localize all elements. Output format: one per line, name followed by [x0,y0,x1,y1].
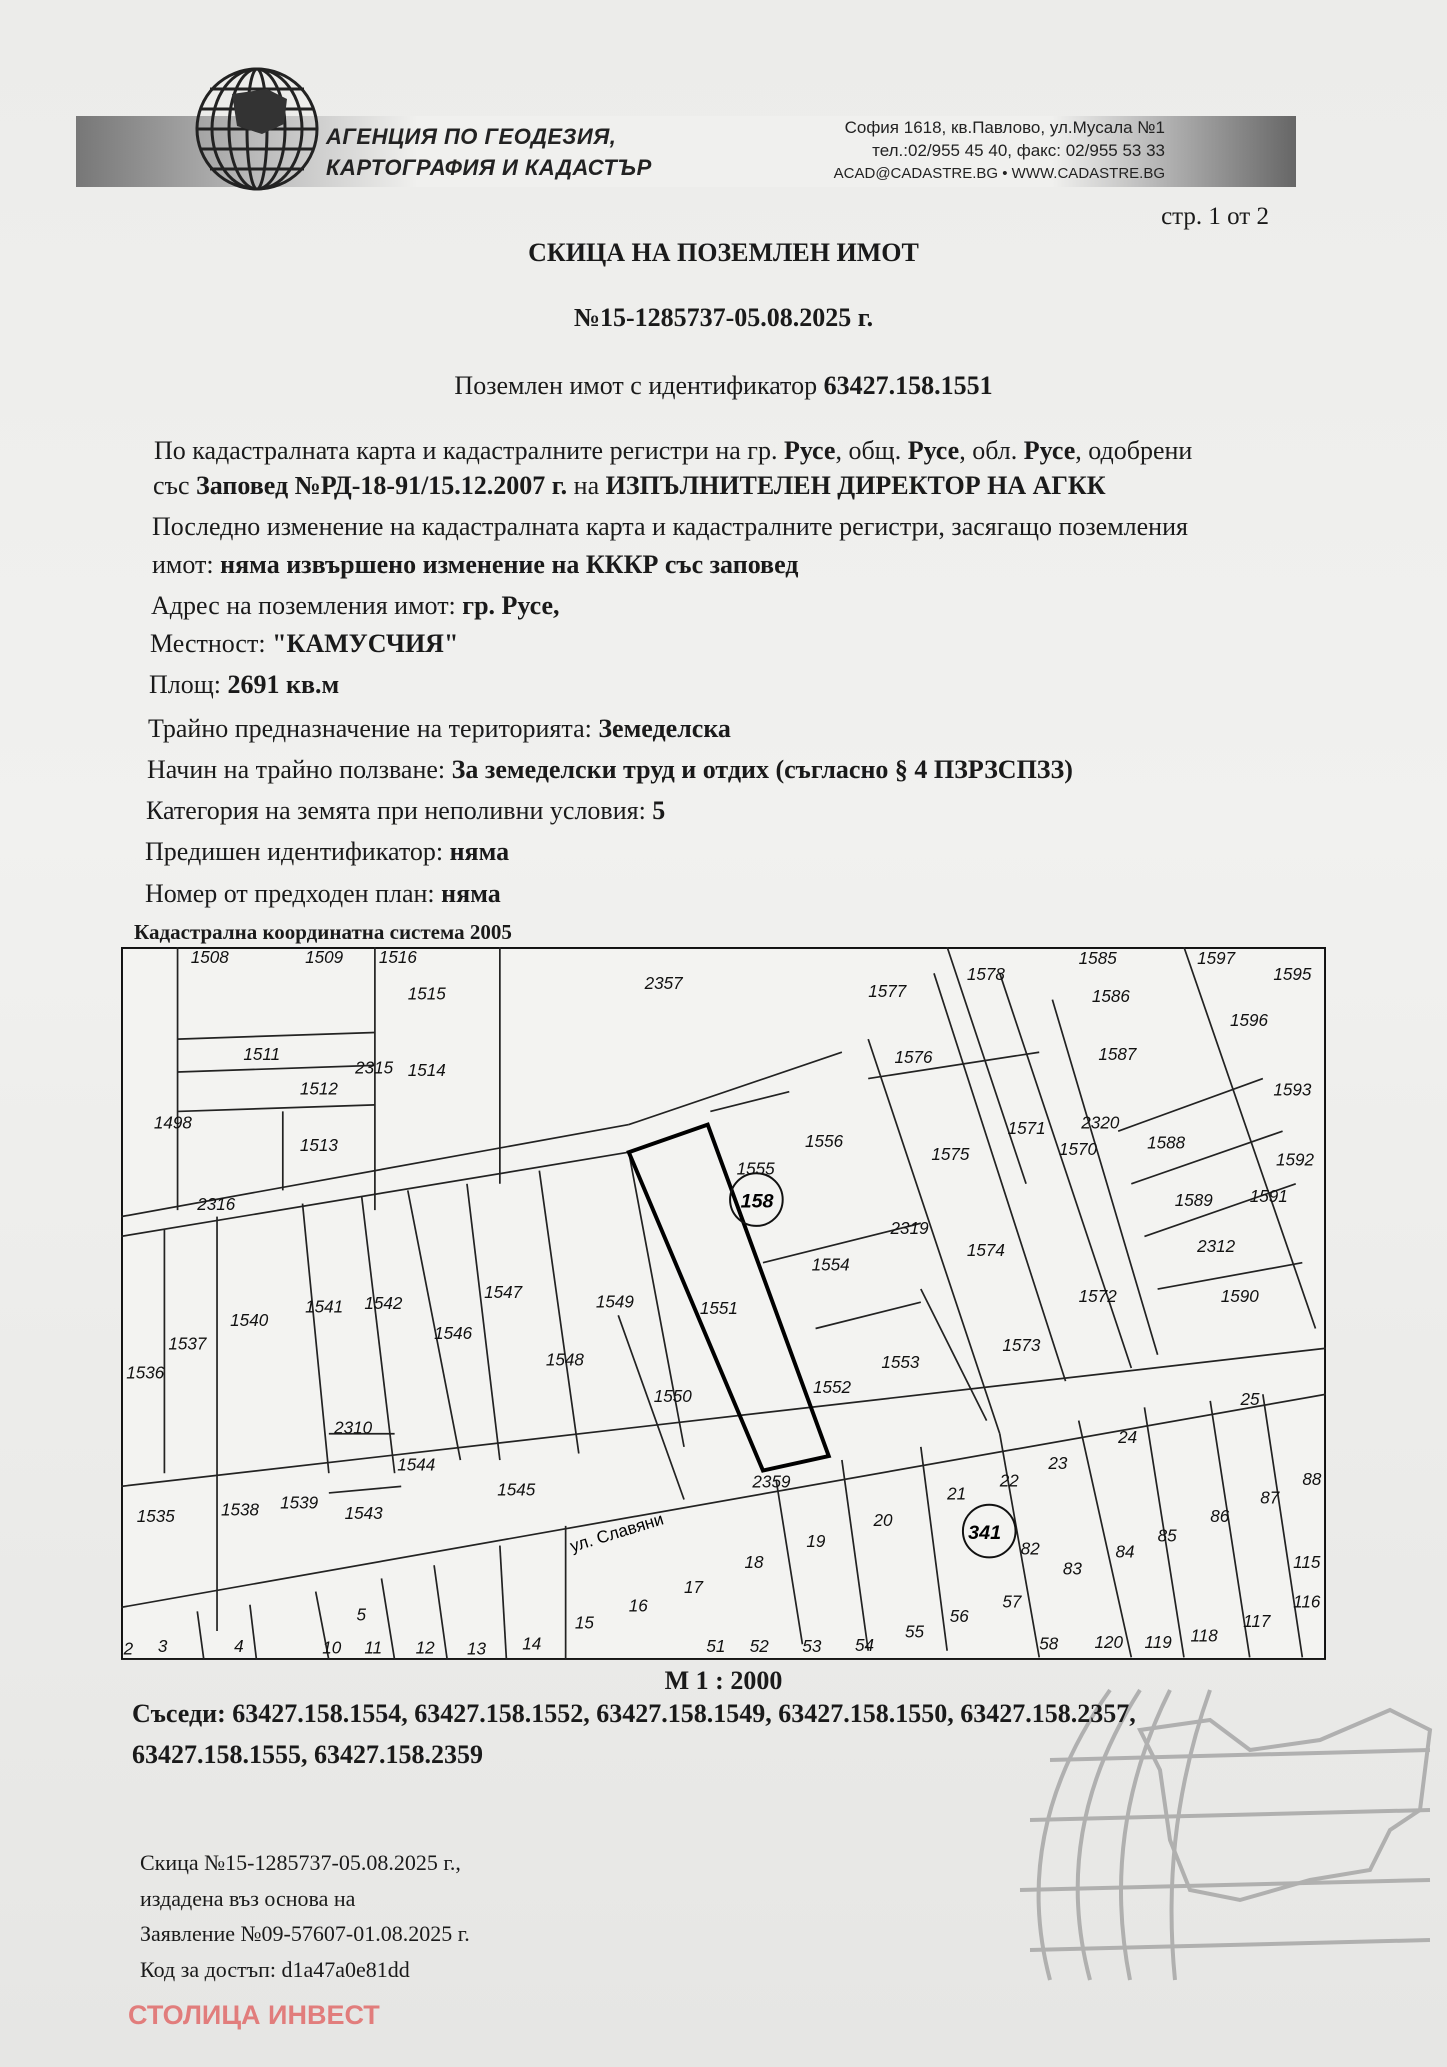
document-number: №15-1285737-05.08.2025 г. [573,303,874,332]
parcel-number-4: 4 [234,1637,244,1657]
identifier-line [0,371,1447,401]
body-line-4 [152,550,798,580]
parcel-number-2320: 2320 [1081,1113,1120,1133]
parcel-number-2315: 2315 [355,1058,394,1078]
value: За земеделски труд и отдих (съгласно § 4 ПЗРЗСПЗЗ) [451,755,1073,784]
municipality: Русе [907,436,960,465]
parcel-number-88: 88 [1302,1470,1322,1490]
parcel-number-3: 3 [157,1637,168,1657]
parcel-number-120: 120 [1094,1633,1124,1653]
identifier-label: Поземлен имот с идентификатор [454,371,824,400]
parcel-number-118: 118 [1190,1626,1218,1646]
locality-row [150,629,458,659]
parcel-number-1591: 1591 [1249,1187,1288,1207]
parcel-number-54: 54 [855,1635,875,1655]
parcel-number-1516: 1516 [378,947,417,967]
parcel-number-1578: 1578 [966,964,1005,984]
parcel-number-119: 119 [1144,1633,1172,1653]
parcel-number-84: 84 [1115,1542,1135,1562]
parcel-number-10: 10 [322,1638,342,1658]
address-row [151,591,560,621]
street-label: ул. Славяни [567,1509,666,1556]
parcel-number-1577: 1577 [868,981,907,1001]
text: със [153,471,197,500]
org-name-line2: КАРТОГРАФИЯ И КАДАСТЪР [326,155,652,180]
parcel-number-1554: 1554 [811,1255,850,1275]
text: имот: [152,550,221,579]
parcel-number-12: 12 [415,1638,435,1658]
parcel-number-20: 20 [873,1510,893,1530]
parcel-number-1540: 1540 [230,1310,269,1330]
usage-row [147,755,1073,785]
parcel-number-22: 22 [999,1471,1019,1491]
parcel-number-1556: 1556 [805,1131,844,1151]
parcel-number-116: 116 [1293,1592,1321,1612]
parcel-number-1509: 1509 [305,947,344,967]
body-line-2 [153,471,1106,501]
parcel-number-1590: 1590 [1220,1287,1259,1307]
parcel-number-58: 58 [1039,1634,1059,1654]
parcel-number-1586: 1586 [1091,987,1130,1007]
label: Предишен идентификатор: [145,837,450,866]
issuer: ИЗПЪЛНИТЕЛЕН ДИРЕКТОР НА АГКК [605,471,1106,500]
parcel-number-1541: 1541 [305,1297,344,1317]
label: Номер от предходен план: [145,879,442,908]
footer-access-code: Код за достъп: d1a47a0e81dd [140,1957,410,1982]
agency-logo-globe-icon [192,64,322,194]
parcel-number-1550: 1550 [653,1387,692,1407]
parcel-number-1574: 1574 [966,1241,1005,1261]
parcel-number-56: 56 [949,1606,969,1626]
parcel-number-17: 17 [684,1577,704,1597]
parcel-number-1549: 1549 [595,1292,634,1312]
region: Русе [1023,436,1076,465]
parcel-number-1537: 1537 [168,1334,207,1354]
value: 5 [652,796,666,825]
parcel-number-1585: 1585 [1078,949,1117,969]
parcel-number-2: 2 [123,1639,134,1659]
parcel-number-2310: 2310 [334,1418,373,1438]
parcel-number-115: 115 [1293,1552,1321,1572]
parcel-number-1593: 1593 [1273,1080,1312,1100]
parcel-number-18: 18 [744,1552,764,1572]
parcel-number-1498: 1498 [153,1113,192,1133]
parcel-number-55: 55 [905,1622,925,1642]
order: Заповед №РД-18-91/15.12.2007 г. [196,471,568,500]
parcel-number-1573: 1573 [1002,1335,1041,1355]
parcel-number-1572: 1572 [1078,1287,1117,1307]
parcel-number-1513: 1513 [299,1135,338,1155]
prev-id-row [145,837,509,867]
parcel-number-25: 25 [1240,1389,1260,1409]
neighbours-line-2: 63427.158.1555, 63427.158.2359 [132,1740,483,1769]
parcel-number-2319: 2319 [890,1218,929,1238]
label: Площ: [149,670,228,699]
cadastral-map[interactable] [121,947,1326,1660]
parcel-number-1588: 1588 [1147,1133,1186,1153]
parcel-number-1552: 1552 [812,1377,851,1397]
footer-application: Заявление №09-57607-01.08.2025 г. [140,1921,470,1946]
purpose-row [148,714,731,744]
value: няма [441,879,501,908]
parcel-number-1535: 1535 [136,1506,175,1526]
parcel-number-2316: 2316 [197,1195,236,1215]
last-change: няма извършено изменение на КККР със заповед [220,550,799,579]
parcel-number-1555: 1555 [736,1159,775,1179]
parcel-number-86: 86 [1210,1506,1230,1526]
text: , одобрени [1075,436,1193,465]
value: 2691 кв.м [227,670,340,699]
map-scale: М 1 : 2000 [664,1666,783,1695]
parcel-number-53: 53 [802,1637,822,1657]
parcel-number-1548: 1548 [545,1350,584,1370]
block-number-158: 158 [740,1190,774,1213]
block-number-341: 341 [968,1521,1002,1544]
parcel-number-1571: 1571 [1007,1118,1046,1138]
parcel-number-1512: 1512 [299,1079,338,1099]
city: Русе [783,436,836,465]
parcel-number-1551: 1551 [699,1299,738,1319]
parcel-number-1575: 1575 [931,1145,970,1165]
parcel-number-1508: 1508 [190,947,229,967]
agency-phone: тел.:02/955 45 40, факс: 02/955 53 33 [872,141,1165,160]
parcel-number-1543: 1543 [344,1504,383,1524]
parcel-number-1587: 1587 [1098,1045,1137,1065]
area-row [149,670,339,700]
watermark-text: СТОЛИЦА ИНВЕСТ [128,2000,380,2030]
parcel-number-87: 87 [1260,1488,1280,1508]
parcel-number-1553: 1553 [881,1352,920,1372]
neighbours-line-1 [132,1699,1136,1729]
parcel-number-117: 117 [1243,1612,1271,1632]
parcel-number-13: 13 [466,1639,486,1659]
org-name-line1: АГЕНЦИЯ ПО ГЕОДЕЗИЯ, [326,124,617,149]
parcel-number-1536: 1536 [126,1363,165,1383]
parcel-number-15: 15 [574,1613,594,1633]
parcel-number-2359: 2359 [752,1472,791,1492]
label: Местност: [150,629,273,658]
parcel-number-1515: 1515 [407,984,446,1004]
parcel-number-1589: 1589 [1174,1191,1213,1211]
coordinate-system: Кадастрална координатна система 2005 [134,920,512,944]
parcel-number-1511: 1511 [243,1045,281,1065]
parcel-number-57: 57 [1002,1592,1022,1612]
parcel-number-19: 19 [806,1531,826,1551]
parcel-number-1595: 1595 [1273,964,1312,984]
parcel-number-1547: 1547 [484,1283,523,1303]
parcel-number-24: 24 [1118,1427,1138,1447]
parcel-number-14: 14 [522,1634,542,1654]
parcel-number-1596: 1596 [1229,1010,1268,1030]
label: Категория на земята при неполивни условия: [146,796,653,825]
text: , общ. [835,436,908,465]
value: гр. Русе, [462,591,560,620]
category-row [146,796,665,826]
body-line-3: Последно изменение на кадастралната карта и кадастралните регистри, засягащо поземления [152,512,1188,541]
parcel-number-1576: 1576 [894,1047,933,1067]
document-title: СКИЦА НА ПОЗЕМЛЕН ИМОТ [528,238,919,267]
parcel-number-2357: 2357 [644,974,683,994]
prev-plan-row [145,879,501,909]
page-number: стр. 1 от 2 [1161,203,1269,230]
value: Земеделска [598,714,731,743]
footer-issued-basis: издадена въз основа на [140,1886,356,1911]
parcel-number-85: 85 [1157,1526,1177,1546]
parcel-number-1546: 1546 [434,1324,473,1344]
parcel-number-1570: 1570 [1058,1139,1097,1159]
parcel-number-2312: 2312 [1197,1237,1236,1257]
parcel-number-1538: 1538 [220,1500,260,1520]
parcel-number-1545: 1545 [497,1480,536,1500]
parcel-number-1539: 1539 [280,1493,319,1513]
parcel-number-1597: 1597 [1197,949,1236,969]
value: няма [449,837,510,866]
parcel-number-1544: 1544 [397,1455,436,1475]
parcel-number-23: 23 [1048,1454,1068,1474]
footer-sketch-number: Скица №15-1285737-05.08.2025 г., [140,1850,461,1875]
parcel-number-16: 16 [628,1596,648,1616]
neighbours-values: 63427.158.1554, 63427.158.1552, 63427.158.1549, 63427.158.1550, 63427.158.2357, [232,1699,1136,1728]
parcel-number-52: 52 [749,1637,769,1657]
body-line-1 [154,436,1192,466]
label: Начин на трайно ползване: [147,755,452,784]
parcel-number-5: 5 [356,1605,366,1625]
parcel-number-1514: 1514 [407,1060,446,1080]
agency-address: София 1618, кв.Павлово, ул.Мусала №1 [844,118,1165,137]
neighbours-label: Съседи: [132,1699,233,1728]
parcel-number-1592: 1592 [1276,1150,1315,1170]
value: "КАМУСЧИЯ" [272,629,459,658]
parcel-number-11: 11 [364,1638,383,1658]
text: на [567,471,606,500]
parcel-number-83: 83 [1062,1559,1082,1579]
parcel-number-51: 51 [706,1637,726,1657]
agency-web: ACAD@CADASTRE.BG • WWW.CADASTRE.BG [833,165,1165,182]
label: Трайно предназначение на територията: [148,714,599,743]
parcel-number-82: 82 [1020,1539,1040,1559]
text: , обл. [959,436,1024,465]
label: Адрес на поземления имот: [151,591,463,620]
parcel-number-1542: 1542 [364,1293,403,1313]
parcel-number-21: 21 [947,1484,967,1504]
text: По кадастралната карта и кадастралните регистри на гр. [154,436,784,465]
identifier-value: 63427.158.1551 [823,371,993,400]
